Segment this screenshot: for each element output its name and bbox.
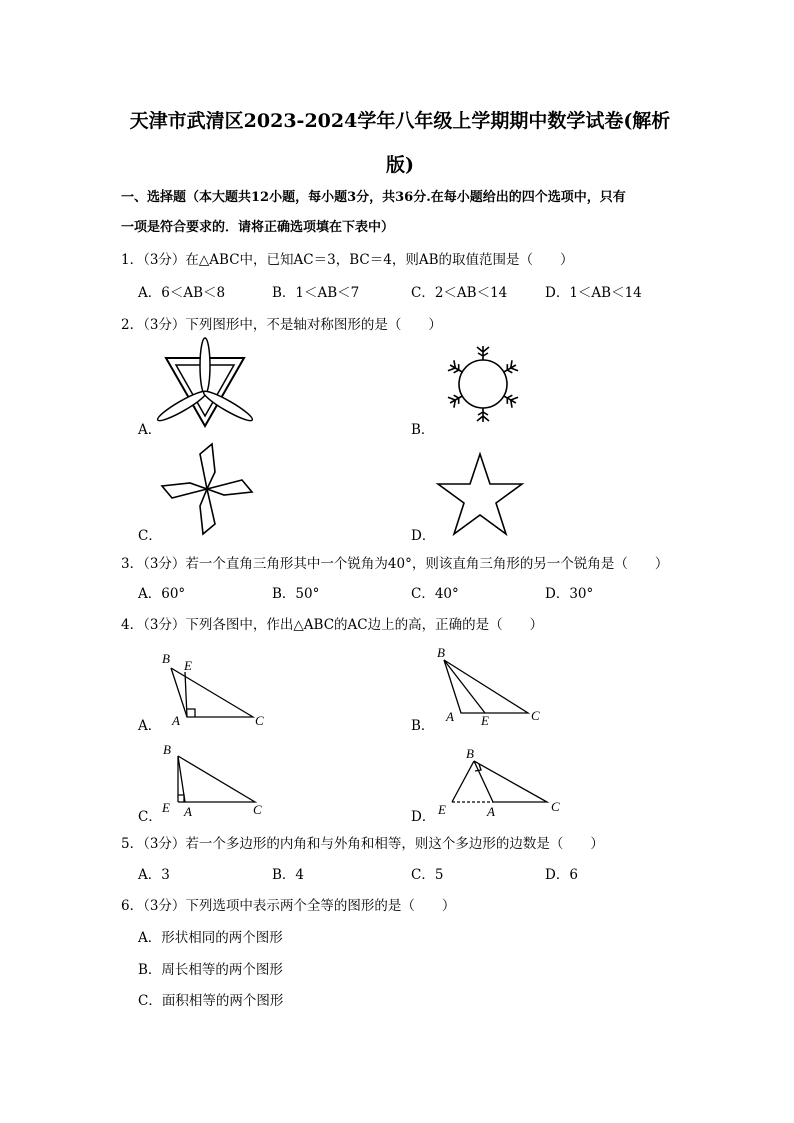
point-E-label: E [184, 658, 192, 673]
point-A-label: A [487, 804, 495, 819]
section-heading-line-1: 一、选择题（本大题共12小题，每小题3分，共36分.在每小题给出的四个选项中，只有 [121, 190, 626, 205]
figure-snowflake-ring [438, 338, 528, 430]
question-6-option-b: B．周长相等的两个图形 [138, 962, 283, 978]
question-3-option-a: A．60° [138, 586, 186, 602]
figure-pinwheel [160, 442, 255, 537]
point-E-label: E [162, 800, 170, 815]
question-2-label-a: A． [138, 422, 162, 438]
figure-4c-triangle [160, 742, 270, 822]
question-5-option-a: A．3 [138, 867, 170, 883]
figure-4b-triangle [434, 645, 549, 730]
figure-4d-triangle [434, 745, 569, 825]
title-line-2: 版) [386, 154, 414, 176]
question-5-option-d: D．6 [545, 867, 578, 883]
title-line-1: 天津市武清区2023-2024学年八年级上学期期中数学试卷(解析 [129, 110, 671, 132]
question-1-option-c: C．2＜AB＜14 [411, 285, 508, 301]
figure-triangle-flower [160, 338, 250, 438]
question-5-option-b: B．4 [272, 867, 305, 883]
point-E-label: E [481, 713, 489, 728]
point-B-label: B [466, 746, 474, 761]
question-5-stem: 5．（3分）若一个多边形的内角和与外角和相等，则这个多边形的边数是（ ） [121, 836, 604, 852]
section-heading-line-2: 一项是符合要求的．请将正确选项填在下表中） [121, 220, 395, 235]
question-6-stem: 6．（3分）下列选项中表示两个全等的图形的是（ ） [121, 898, 456, 914]
question-4-label-d: D． [411, 809, 436, 825]
point-B-label: B [163, 742, 171, 757]
question-2-label-c: C． [138, 528, 162, 544]
figure-4a-triangle [160, 648, 270, 728]
question-2-label-b: B． [411, 422, 435, 438]
question-3-option-d: D．30° [545, 586, 594, 602]
point-C-label: C [551, 799, 560, 814]
point-E-label: E [438, 802, 446, 817]
question-4-stem: 4．（3分）下列各图中，作出△ABC的AC边上的高，正确的是（ ） [121, 617, 544, 633]
point-C-label: C [531, 708, 540, 723]
question-1-option-b: B．1＜AB＜7 [272, 285, 360, 301]
question-6-option-c: C．面积相等的两个图形 [138, 993, 284, 1009]
question-1-option-a: A．6＜AB＜8 [138, 285, 226, 301]
question-4-label-c: C． [138, 809, 162, 825]
question-3-option-b: B．50° [272, 586, 320, 602]
question-1-stem: 1．（3分）在△ABC中，已知AC＝3，BC＝4，则AB的取值范围是（ ） [121, 252, 574, 268]
question-1-option-d: D．1＜AB＜14 [545, 285, 642, 301]
point-B-label: B [437, 645, 445, 660]
point-A-label: A [172, 713, 180, 728]
question-3-stem: 3．（3分）若一个直角三角形其中一个锐角为40°，则该直角三角形的另一个锐角是（ ） [121, 556, 669, 572]
question-4-label-b: B． [411, 718, 435, 734]
question-5-option-c: C．5 [411, 867, 444, 883]
point-A-label: A [446, 709, 454, 724]
figure-star [436, 452, 524, 536]
question-2-label-d: D． [411, 528, 436, 544]
point-B-label: B [162, 651, 170, 666]
point-C-label: C [255, 713, 264, 728]
question-3-option-c: C．40° [411, 586, 459, 602]
question-2-stem: 2．（3分）下列图形中，不是轴对称图形的是（ ） [121, 317, 442, 333]
point-C-label: C [253, 802, 262, 817]
point-A-label: A [184, 804, 192, 819]
question-4-label-a: A． [138, 718, 162, 734]
question-6-option-a: A．形状相同的两个图形 [138, 930, 283, 946]
